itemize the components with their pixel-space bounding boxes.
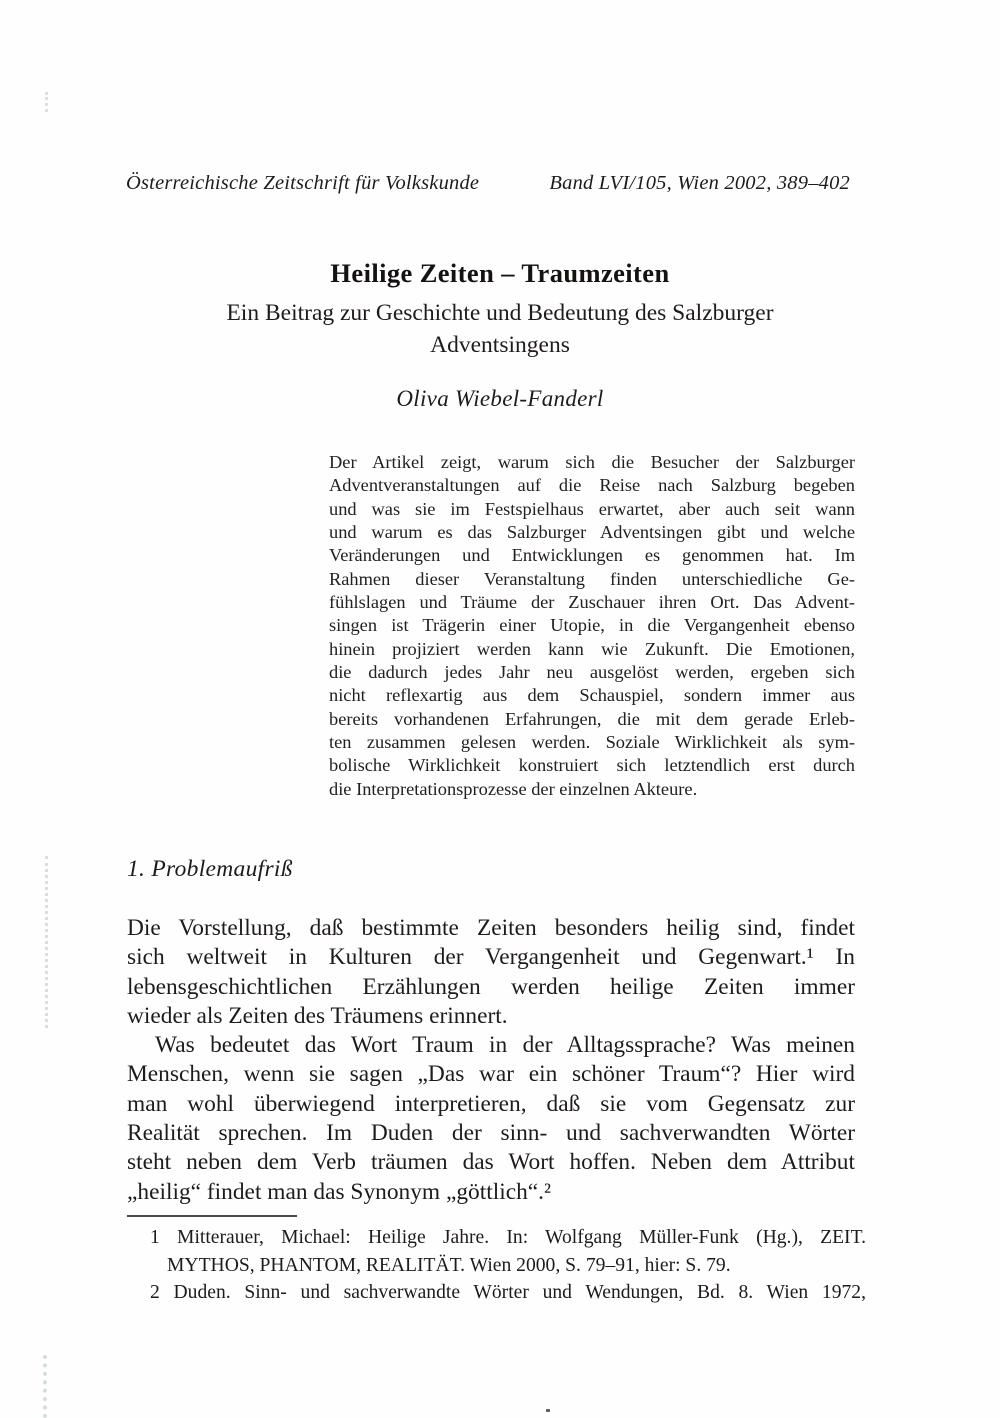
- text-line: Realität sprechen. Im Duden der sinn- und sachverwandten Wörter: [127, 1120, 855, 1147]
- text-line: sich weltweit in Kulturen der Vergangenheit und Gegenwart.¹ In: [127, 944, 855, 971]
- text-line: nicht reflexartig aus dem Schauspiel, sondern immer aus: [329, 685, 855, 706]
- author-name: Oliva Wiebel-Fanderl: [396, 386, 604, 411]
- text-line: hinein projiziert werden kann wie Zukunft. Die Emotionen,: [329, 638, 855, 659]
- footnote-1-line-1: 1 Mitterauer, Michael: Heilige Jahre. In: Wolfgang Müller-Funk (Hg.), ZEIT.: [150, 1227, 866, 1248]
- text-line: wieder als Zeiten des Träumens erinnert.: [127, 1002, 508, 1029]
- text-line: Die Vorstellung, daß bestimmte Zeiten besonders heilig sind, findet: [127, 915, 855, 941]
- text-line: Ein Beitrag zur Geschichte und Bedeutung des Salzburger: [226, 300, 774, 326]
- title-block: [0, 258, 1000, 361]
- text-line: man wohl überwiegend interpretieren, daß sie vom Gegensatz zur: [127, 1090, 855, 1117]
- text-line: „heilig“ findet man das Synonym „göttlich“.²: [127, 1178, 552, 1205]
- text-line: steht neben dem Verb träumen das Wort hoffen. Neben dem Attribut: [127, 1149, 855, 1176]
- text-line: die Interpretationsprozesse der einzelnen Akteure.: [329, 778, 698, 799]
- scan-artifact-speck: [546, 1409, 550, 1412]
- article-title: Heilige Zeiten – Traumzeiten: [330, 258, 670, 288]
- footnotes: [150, 1224, 866, 1307]
- text-line: singen ist Trägerin einer Utopie, in die Vergangenheit ebenso: [329, 615, 855, 636]
- text-line: und was sie im Festspielhaus erwartet, aber auch seit wann: [329, 498, 855, 519]
- footnote-separator-rule: [127, 1215, 297, 1217]
- article-subtitle: [0, 297, 1000, 361]
- page-header: [126, 172, 850, 195]
- scan-artifact-top-specks: [45, 92, 51, 112]
- text-line: lebensgeschichtlichen Erzählungen werden heilige Zeiten immer: [127, 973, 855, 1000]
- text-line: bolische Wirklichkeit konstruiert sich letztendlich erst durch: [329, 755, 855, 776]
- issue-info: Band LVI/105, Wien 2002, 389–402: [549, 172, 850, 194]
- text-line: Veränderungen und Entwicklungen es genommen hat. Im: [329, 545, 855, 566]
- footnote-1-line-2: MYTHOS, PHANTOM, REALITÄT. Wien 2000, S. 79–91, hier: S. 79.: [167, 1254, 731, 1276]
- text-line: Adventveranstaltungen auf die Reise nach Salzburg begeben: [329, 475, 855, 496]
- paragraph-2: [127, 1031, 855, 1207]
- text-line: und warum es das Salzburger Adventsingen gibt und welche: [329, 522, 855, 543]
- text-line: bereits vorhandenen Erfahrungen, die mit dem gerade Erleb-: [329, 708, 855, 729]
- body-text: [127, 914, 855, 1207]
- text-line: Adventsingens: [430, 332, 570, 358]
- section-heading: 1. Problemaufriß: [127, 856, 293, 882]
- scan-artifact-margin-dots: [45, 856, 51, 1028]
- text-line: Menschen, wenn sie sagen „Das war ein schöner Traum“? Hier wird: [127, 1061, 855, 1088]
- paragraph-1: [127, 914, 855, 1031]
- footnote-2-line-1: 2 Duden. Sinn- und sachverwandte Wörter und Wendungen, Bd. 8. Wien 1972,: [150, 1282, 866, 1304]
- text-line: ten zusammen gelesen werden. Soziale Wirklichkeit als sym-: [329, 732, 855, 753]
- text-line: Was bedeutet das Wort Traum in der Alltagssprache? Was meinen: [155, 1032, 855, 1059]
- text-line: fühlslagen und Träume der Zuschauer ihren Ort. Das Advent-: [329, 592, 855, 613]
- text-line: die dadurch jedes Jahr neu ausgelöst werden, ergeben sich: [329, 662, 855, 683]
- text-line: Der Artikel zeigt, warum sich die Besucher der Salzburger: [329, 452, 855, 472]
- abstract: [329, 451, 855, 801]
- journal-title: Österreichische Zeitschrift für Volkskunde: [126, 172, 480, 194]
- text-line: Rahmen dieser Veranstaltung finden unterschiedliche Ge-: [329, 568, 855, 589]
- scan-artifact-bottom-smudge: [43, 1355, 51, 1418]
